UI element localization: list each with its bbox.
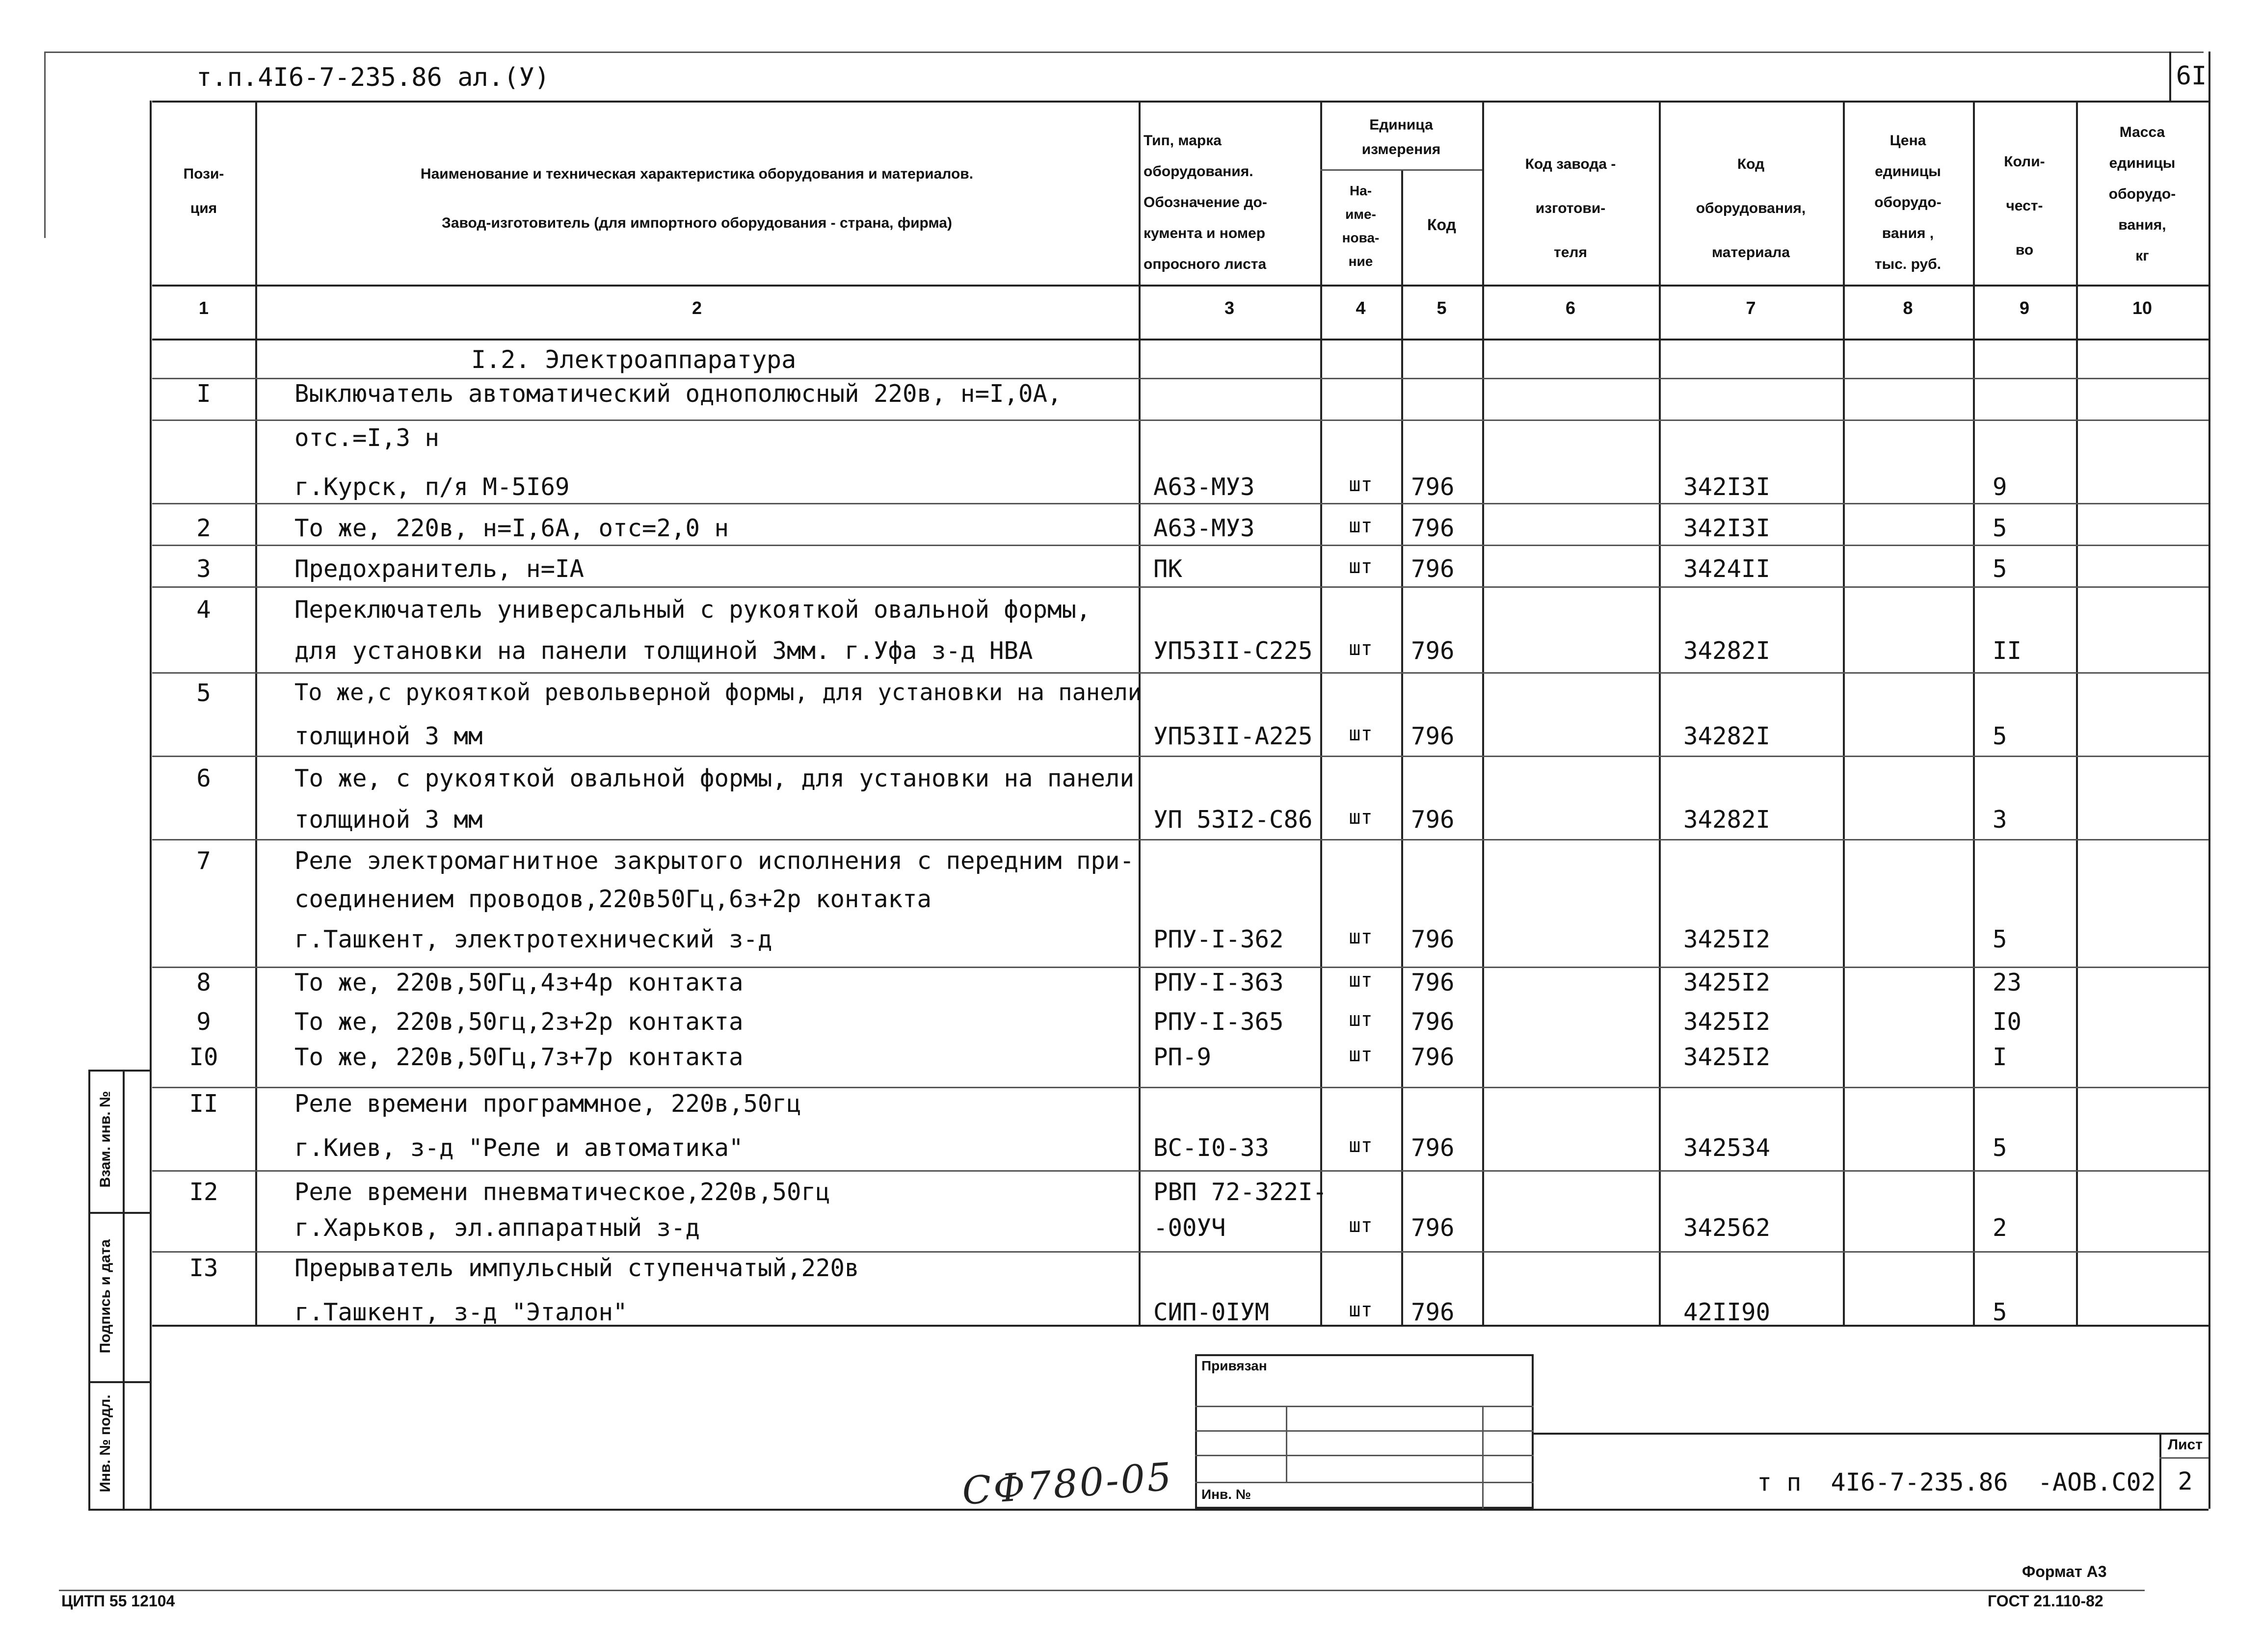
row-name: толщиной 3 мм bbox=[294, 722, 483, 750]
row-type: РВП 72-322I- bbox=[1153, 1178, 1328, 1206]
page-number: 6I bbox=[2176, 61, 2207, 91]
row-equipment-code: 342I3I bbox=[1683, 514, 1771, 542]
sheet-number: 2 bbox=[2178, 1467, 2193, 1495]
unit-subheader-line bbox=[1320, 169, 1482, 171]
row-quantity: I bbox=[1993, 1043, 2007, 1071]
row-type: -00УЧ bbox=[1153, 1214, 1226, 1242]
header-line: изготови- bbox=[1535, 200, 1606, 216]
footer-line bbox=[59, 1590, 2145, 1591]
row-quantity: II bbox=[1993, 637, 2022, 665]
row-line bbox=[152, 1251, 2208, 1253]
col-sep-1 bbox=[255, 101, 257, 1325]
row-type: РП-9 bbox=[1153, 1043, 1212, 1071]
row-type: РПУ-I-363 bbox=[1153, 969, 1284, 996]
row-name: отс.=I,3 н bbox=[294, 424, 440, 452]
gost-label: ГОСТ 21.110-82 bbox=[1988, 1592, 2103, 1610]
row-unit: шт bbox=[1349, 1134, 1373, 1157]
row-name: То же, 220в, н=I,6А, отс=2,0 н bbox=[294, 514, 729, 542]
print-code: ЦИТП 55 12104 bbox=[61, 1592, 175, 1610]
row-position: I3 bbox=[189, 1254, 218, 1282]
header-line: Завод-изготовитель (для импортного оборудования - страна, фирма) bbox=[442, 215, 952, 231]
header-equipment-code bbox=[1659, 142, 1843, 275]
row-position: II bbox=[189, 1090, 218, 1118]
row-position: 7 bbox=[196, 847, 211, 875]
row-type: ПК bbox=[1153, 555, 1183, 583]
header-line: Масса bbox=[2119, 124, 2165, 140]
header-line: име- bbox=[1345, 207, 1376, 222]
attached-stamp-vline bbox=[1482, 1406, 1484, 1509]
row-position: 6 bbox=[196, 764, 211, 792]
header-factory-code bbox=[1482, 142, 1659, 275]
doc-code-bottom: т п 4I6-7-235.86 -АОВ.С02 bbox=[1757, 1468, 2156, 1496]
header-line: материала bbox=[1711, 244, 1790, 261]
row-name: толщиной 3 мм bbox=[294, 806, 483, 834]
row-equipment-code: 34282I bbox=[1683, 637, 1771, 665]
row-unit: шт bbox=[1349, 723, 1373, 745]
stamp-attached-label: Привязан bbox=[1201, 1358, 1267, 1373]
row-unit: шт bbox=[1349, 473, 1373, 496]
row-line bbox=[152, 672, 2208, 674]
header-line: Код завода - bbox=[1525, 156, 1616, 172]
col-number-line bbox=[152, 339, 2208, 341]
row-name: Переключатель универсальный с рукояткой овальной формы, bbox=[294, 596, 1091, 624]
row-type: УП53II-А225 bbox=[1153, 722, 1313, 750]
row-quantity: 23 bbox=[1993, 969, 2022, 996]
row-name: Выключатель автоматический однополюсный 220в, н=I,0А, bbox=[294, 380, 1062, 408]
row-quantity: 5 bbox=[1993, 1298, 2007, 1326]
header-bottom-line bbox=[152, 285, 2208, 287]
row-unit-code: 796 bbox=[1411, 514, 1455, 542]
row-unit-code: 796 bbox=[1411, 806, 1455, 834]
row-quantity: I0 bbox=[1993, 1008, 2022, 1036]
row-equipment-code: 3425I2 bbox=[1683, 969, 1771, 996]
header-line: тыс. руб. bbox=[1874, 256, 1942, 272]
header-line: На- bbox=[1349, 183, 1372, 198]
row-name: соединением проводов,220в50Гц,6з+2р контакта bbox=[294, 885, 932, 913]
row-quantity: 2 bbox=[1993, 1214, 2007, 1242]
row-position: 3 bbox=[196, 555, 211, 583]
header-line: оборудования. bbox=[1144, 163, 1253, 180]
row-quantity: 3 bbox=[1993, 806, 2007, 834]
header-line: Наименование и техническая характеристика оборудования и материалов. bbox=[420, 166, 974, 182]
row-unit-code: 796 bbox=[1411, 1134, 1455, 1162]
header-line: чест- bbox=[2006, 198, 2043, 214]
col-sep-4 bbox=[1401, 169, 1403, 1325]
row-equipment-code: 34282I bbox=[1683, 722, 1771, 750]
stamp-inv-label: Инв. № bbox=[1201, 1487, 1251, 1502]
header-quantity bbox=[1973, 140, 2076, 272]
header-mass bbox=[2076, 117, 2208, 271]
row-equipment-code: 3425I2 bbox=[1683, 1008, 1771, 1036]
header-line: Код bbox=[1737, 156, 1765, 172]
col-sep-8 bbox=[1973, 101, 1975, 1325]
row-line bbox=[152, 756, 2208, 757]
col-number: 10 bbox=[2132, 298, 2153, 318]
header-line: теля bbox=[1554, 244, 1587, 261]
row-equipment-code: 3425I2 bbox=[1683, 925, 1771, 953]
header-price bbox=[1843, 125, 1973, 280]
row-line bbox=[152, 1087, 2208, 1088]
header-line: ние bbox=[1348, 254, 1373, 269]
row-unit: шт bbox=[1349, 515, 1373, 537]
row-unit-code: 796 bbox=[1411, 1214, 1455, 1242]
header-line: Тип, марка bbox=[1144, 132, 1222, 149]
row-unit-code: 796 bbox=[1411, 925, 1455, 953]
col-sep-5 bbox=[1482, 101, 1484, 1325]
row-quantity: 5 bbox=[1993, 555, 2007, 583]
header-line: кумента и номер bbox=[1144, 225, 1266, 241]
row-unit: шт bbox=[1349, 969, 1373, 992]
row-unit-code: 796 bbox=[1411, 637, 1455, 665]
header-line: оборудования, bbox=[1696, 200, 1806, 216]
header-type bbox=[1144, 125, 1320, 280]
side-stamp-inv: Инв. № подл. bbox=[97, 1394, 113, 1493]
row-position: 5 bbox=[196, 679, 211, 707]
row-unit: шт bbox=[1349, 637, 1373, 660]
col-number: 6 bbox=[1565, 298, 1576, 318]
row-type: А63-МУЗ bbox=[1153, 473, 1255, 501]
row-equipment-code: 342534 bbox=[1683, 1134, 1771, 1162]
page-number-divider bbox=[2169, 52, 2171, 101]
row-name: г.Ташкент, электротехнический з-д bbox=[294, 925, 772, 953]
row-name: То же, 220в,50Гц,7з+7р контакта bbox=[294, 1043, 744, 1071]
row-position: 8 bbox=[196, 969, 211, 996]
side-stamp-middle bbox=[123, 1070, 125, 1509]
header-line: оборудо- bbox=[2108, 186, 2176, 202]
frame-right-line bbox=[2208, 52, 2210, 1509]
row-unit-code: 796 bbox=[1411, 969, 1455, 996]
col-number: 3 bbox=[1224, 298, 1235, 318]
col-sep-2 bbox=[1139, 101, 1141, 1325]
header-line: единицы bbox=[2109, 155, 2176, 171]
header-line: ция bbox=[190, 200, 217, 216]
col-sep-7 bbox=[1843, 101, 1845, 1325]
row-line bbox=[152, 967, 2208, 968]
header-line: измерения bbox=[1361, 141, 1441, 157]
row-line bbox=[152, 503, 2208, 504]
header-line: кг bbox=[2135, 248, 2149, 264]
row-name: То же, 220в,50гц,2з+2р контакта bbox=[294, 1008, 744, 1036]
col-sep-9 bbox=[2076, 101, 2078, 1325]
row-unit-code: 796 bbox=[1411, 1043, 1455, 1071]
row-quantity: 5 bbox=[1993, 722, 2007, 750]
header-line: опросного листа bbox=[1144, 256, 1267, 272]
row-unit-code: 796 bbox=[1411, 722, 1455, 750]
row-name: для установки на панели толщиной 3мм. г.Уфа з-д НВА bbox=[294, 637, 1033, 665]
row-quantity: 5 bbox=[1993, 514, 2007, 542]
row-type: СИП-0IУМ bbox=[1153, 1298, 1270, 1326]
header-line: Обозначение до- bbox=[1144, 194, 1267, 210]
header-line: Коли- bbox=[2004, 154, 2045, 170]
header-line: вания, bbox=[2118, 217, 2166, 233]
doc-code-top: т.п.4I6-7-235.86 ал.(У) bbox=[196, 63, 550, 92]
row-unit-code: 796 bbox=[1411, 1008, 1455, 1036]
header-line: нова- bbox=[1342, 230, 1380, 245]
row-position: I bbox=[196, 380, 211, 408]
row-equipment-code: 42II90 bbox=[1683, 1298, 1771, 1326]
frame-left-line bbox=[150, 101, 152, 1509]
header-unit bbox=[1320, 113, 1482, 162]
header-line: во bbox=[2015, 242, 2034, 258]
col-number: 2 bbox=[692, 298, 702, 318]
row-equipment-code: 342I3I bbox=[1683, 473, 1771, 501]
row-unit: шт bbox=[1349, 1299, 1373, 1321]
table-top-line bbox=[152, 101, 2208, 103]
row-unit-code: 796 bbox=[1411, 555, 1455, 583]
row-unit: шт bbox=[1349, 1044, 1373, 1066]
header-line: Цена bbox=[1889, 132, 1926, 149]
row-name: Реле электромагнитное закрытого исполнения с передним при- bbox=[294, 847, 1135, 875]
col-number: 8 bbox=[1903, 298, 1913, 318]
row-unit: шт bbox=[1349, 1214, 1373, 1237]
header-line: Пози- bbox=[183, 166, 224, 182]
row-type: УП53II-С225 bbox=[1153, 637, 1313, 665]
col-sep-6 bbox=[1659, 101, 1661, 1325]
attached-stamp-vline bbox=[1286, 1406, 1287, 1482]
header-unit-code bbox=[1401, 216, 1482, 234]
row-unit: шт bbox=[1349, 926, 1373, 948]
format-label: Формат А3 bbox=[2022, 1563, 2107, 1580]
row-position: 9 bbox=[196, 1008, 211, 1036]
row-type: РПУ-I-362 bbox=[1153, 925, 1284, 953]
header-line: Единица bbox=[1369, 117, 1433, 133]
row-equipment-code: 342562 bbox=[1683, 1214, 1771, 1242]
row-line bbox=[152, 420, 2208, 421]
header-line: оборудо- bbox=[1874, 194, 1942, 210]
row-type: УП 53I2-С86 bbox=[1153, 806, 1313, 834]
col-number: 7 bbox=[1746, 298, 1756, 318]
title-block-top bbox=[1534, 1433, 2208, 1435]
row-name: г.Ташкент, з-д "Эталон" bbox=[294, 1298, 628, 1326]
outer-left-line bbox=[44, 52, 46, 238]
row-quantity: 5 bbox=[1993, 1134, 2007, 1162]
row-line bbox=[152, 1170, 2208, 1172]
row-position: I2 bbox=[189, 1178, 218, 1206]
row-name: Прерыватель импульсный ступенчатый,220в bbox=[294, 1254, 859, 1282]
top-border bbox=[44, 52, 2204, 53]
row-line bbox=[152, 586, 2208, 588]
side-stamp-vzam: Взам. инв. № bbox=[97, 1091, 113, 1188]
row-unit-code: 796 bbox=[1411, 1298, 1455, 1326]
side-stamp-podpis: Подпись и дата bbox=[97, 1239, 113, 1354]
row-type: А63-МУЗ bbox=[1153, 514, 1255, 542]
row-name: Реле времени пневматическое,220в,50гц bbox=[294, 1178, 830, 1206]
row-type: РПУ-I-365 bbox=[1153, 1008, 1284, 1036]
row-equipment-code: 3425I2 bbox=[1683, 1043, 1771, 1071]
row-unit-code: 796 bbox=[1411, 473, 1455, 501]
sheet-label-line bbox=[2159, 1457, 2208, 1459]
header-name bbox=[255, 150, 1139, 248]
handwritten-note: СФ780-05 bbox=[960, 1455, 1175, 1514]
side-stamp-left bbox=[88, 1070, 90, 1509]
row-unit: шт bbox=[1349, 1008, 1373, 1031]
sheet-divider bbox=[2159, 1433, 2161, 1509]
header-line: единицы bbox=[1875, 163, 1941, 180]
row-name: г.Киев, з-д "Реле и автоматика" bbox=[294, 1134, 744, 1162]
row-name: Реле времени программное, 220в,50гц bbox=[294, 1090, 801, 1118]
row-quantity: 9 bbox=[1993, 473, 2007, 501]
header-line: Код bbox=[1427, 216, 1456, 234]
row-position: 4 bbox=[196, 596, 211, 624]
row-name: г.Харьков, эл.аппаратный з-д bbox=[294, 1214, 700, 1242]
row-name: г.Курск, п/я М-5I69 bbox=[294, 473, 570, 501]
row-line bbox=[152, 839, 2208, 840]
row-name: Предохранитель, н=IА bbox=[294, 555, 585, 583]
row-equipment-code: 3424II bbox=[1683, 555, 1771, 583]
section-title: I.2. Электроаппаратура bbox=[471, 345, 797, 374]
header-unit-name bbox=[1320, 179, 1401, 273]
row-unit: шт bbox=[1349, 555, 1373, 578]
row-type: ВС-I0-33 bbox=[1153, 1134, 1270, 1162]
row-name: То же, 220в,50Гц,4з+4р контакта bbox=[294, 969, 744, 996]
row-line bbox=[152, 545, 2208, 546]
row-name: То же,с рукояткой револьверной формы, для установки на панели bbox=[294, 679, 1142, 706]
sheet-label: Лист bbox=[2168, 1437, 2203, 1453]
col-number: 5 bbox=[1436, 298, 1447, 318]
frame-bottom-line bbox=[88, 1509, 2208, 1511]
header-line: вания , bbox=[1882, 225, 1934, 241]
row-position: I0 bbox=[189, 1043, 218, 1071]
row-quantity: 5 bbox=[1993, 925, 2007, 953]
row-position: 2 bbox=[196, 514, 211, 542]
row-equipment-code: 34282I bbox=[1683, 806, 1771, 834]
row-line bbox=[152, 378, 2208, 379]
col-number: 1 bbox=[198, 298, 209, 318]
col-number: 4 bbox=[1356, 298, 1366, 318]
row-name: То же, с рукояткой овальной формы, для установки на панели bbox=[294, 764, 1135, 792]
row-unit: шт bbox=[1349, 806, 1373, 829]
col-number: 9 bbox=[2019, 298, 2030, 318]
header-position bbox=[152, 157, 255, 226]
